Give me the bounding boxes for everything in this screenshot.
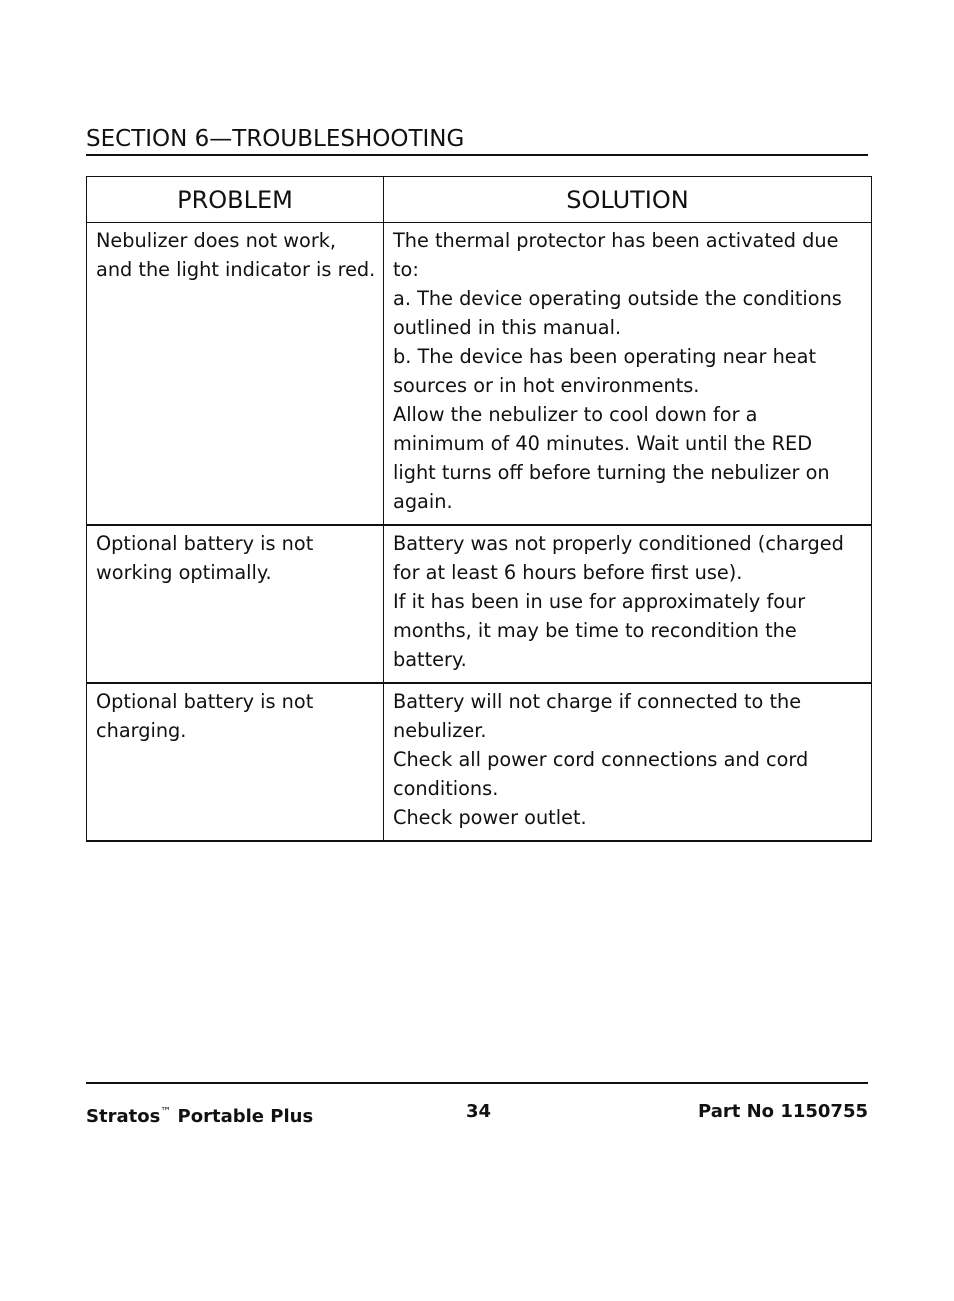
solution-cell	[384, 683, 872, 841]
text-line: nebulizer.	[393, 719, 487, 742]
text-line: and the light indicator is red.	[96, 258, 376, 281]
text-line: light turns off before turning the nebulizer on	[393, 461, 830, 484]
text-line: to:	[393, 258, 419, 281]
text-line: The thermal protector has been activated due	[393, 229, 839, 252]
troubleshooting-table	[86, 176, 872, 842]
text-line: again.	[393, 490, 453, 513]
footer-product-name	[86, 1100, 313, 1129]
text-line: Battery was not properly conditioned (charged	[393, 532, 844, 555]
table-header-row	[87, 177, 872, 223]
page-number: 34	[466, 1101, 492, 1122]
table-row	[87, 223, 872, 526]
text-line: Check all power cord connections and cord	[393, 748, 809, 771]
solution-cell	[384, 525, 872, 683]
solution-cell	[384, 223, 872, 526]
text-line: conditions.	[393, 777, 499, 800]
text-line: b. The device has been operating near heat	[393, 345, 817, 368]
problem-header: PROBLEM	[87, 177, 384, 223]
text-line: a. The device operating outside the conditions	[393, 287, 842, 310]
section-title: SECTION 6—TROUBLESHOOTING	[86, 124, 868, 156]
table-row	[87, 525, 872, 683]
text-line: charging.	[96, 719, 187, 742]
text-line: months, it may be time to recondition the	[393, 619, 797, 642]
text-line: Optional battery is not	[96, 532, 314, 555]
part-number: Part No 1150755	[698, 1101, 868, 1122]
footer-rule	[86, 1082, 868, 1084]
problem-cell	[87, 683, 384, 841]
text-line: minimum of 40 minutes. Wait until the RED	[393, 432, 813, 455]
problem-cell	[87, 223, 384, 526]
problem-cell	[87, 525, 384, 683]
text-line: battery.	[393, 648, 467, 671]
text-line: If it has been in use for approximately four	[393, 590, 806, 613]
text-line: Nebulizer does not work,	[96, 229, 337, 252]
product-suffix: Portable Plus	[171, 1106, 314, 1127]
solution-header: SOLUTION	[384, 177, 872, 223]
text-line: Battery will not charge if connected to the	[393, 690, 802, 713]
text-line: working optimally.	[96, 561, 272, 584]
text-line: for at least 6 hours before first use).	[393, 561, 743, 584]
text-line: Allow the nebulizer to cool down for a	[393, 403, 758, 426]
trademark-symbol: ™	[160, 1105, 172, 1118]
table-row	[87, 683, 872, 841]
text-line: Check power outlet.	[393, 806, 587, 829]
text-line: Optional battery is not	[96, 690, 314, 713]
text-line: outlined in this manual.	[393, 316, 622, 339]
product-name: Stratos	[86, 1106, 161, 1127]
text-line: sources or in hot environments.	[393, 374, 700, 397]
